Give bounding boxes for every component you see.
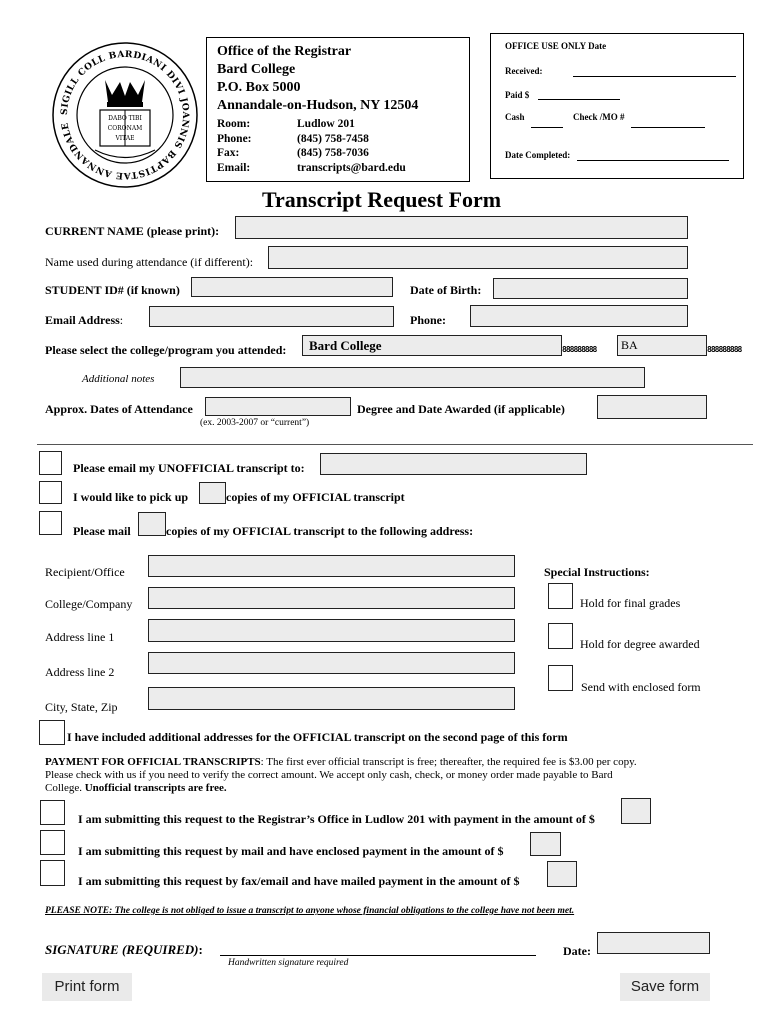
college-select-dots: 888888888 bbox=[562, 345, 597, 354]
fax-value: (845) 758-7036 bbox=[297, 147, 369, 159]
degree-awarded-label: Degree and Date Awarded (if applicable) bbox=[357, 402, 565, 416]
send-enclosed-label: Send with enclosed form bbox=[581, 680, 701, 694]
phone-label-field: Phone: bbox=[410, 313, 446, 327]
signature-colon: : bbox=[198, 942, 203, 957]
dob-label: Date of Birth: bbox=[410, 283, 482, 297]
form-title: Transcript Request Form bbox=[262, 187, 502, 212]
payment-text-1: : The first ever official transcript is free; thereafter, the required fee is $3.00 per copy. bbox=[260, 756, 637, 768]
registrar-pobox: P.O. Box 5000 bbox=[217, 80, 301, 95]
office-cash-label: Cash bbox=[505, 112, 525, 122]
office-paid-label: Paid $ bbox=[505, 90, 530, 100]
registrar-city: Annandale-on-Hudson, NY 12504 bbox=[217, 98, 419, 113]
dates-attendance-input[interactable] bbox=[205, 397, 351, 416]
college-select[interactable]: Bard College bbox=[302, 335, 562, 356]
signature-label-text: SIGNATURE (REQUIRED) bbox=[45, 942, 199, 957]
email-address-input[interactable] bbox=[149, 306, 394, 327]
additional-notes-label: Additional notes bbox=[82, 373, 155, 385]
office-completed-label: Date Completed: bbox=[505, 150, 571, 160]
office-check-label: Check /MO # bbox=[573, 112, 625, 122]
pickup-checkbox[interactable] bbox=[39, 481, 62, 504]
payment-mail-checkbox[interactable] bbox=[40, 830, 65, 855]
registrar-contacts bbox=[217, 117, 467, 175]
phone-input[interactable] bbox=[470, 305, 688, 327]
payment-office-amount[interactable] bbox=[621, 798, 651, 824]
email-value: transcripts@bard.edu bbox=[297, 161, 406, 174]
seal-book-text-1: DABO TIBI bbox=[108, 115, 142, 122]
financial-note: PLEASE NOTE: The college is not obliged to issue a transcript to anyone whose financial obligations to the college have not been met. bbox=[45, 906, 575, 916]
office-paid-line bbox=[538, 99, 620, 100]
send-enclosed-checkbox[interactable] bbox=[548, 665, 573, 691]
payment-office-label: I am submitting this request to the Registrar’s Office in Ludlow 201 with payment in the amount of $ bbox=[78, 812, 595, 826]
signature-label bbox=[45, 942, 203, 958]
payment-fax-amount[interactable] bbox=[547, 861, 577, 887]
mail-label-suffix: copies of my OFFICIAL transcript to the following address: bbox=[166, 524, 474, 538]
payment-heading: PAYMENT FOR OFFICIAL TRANSCRIPTS bbox=[45, 756, 261, 768]
current-name-input[interactable] bbox=[235, 216, 688, 239]
pickup-label-suffix: copies of my OFFICIAL transcript bbox=[226, 490, 405, 504]
degree-select[interactable]: BA bbox=[617, 335, 707, 356]
mail-copies-input[interactable] bbox=[138, 512, 166, 536]
address1-label: Address line 1 bbox=[45, 630, 115, 644]
city-state-zip-label: City, State, Zip bbox=[45, 700, 118, 714]
payment-text-3: College. bbox=[45, 782, 85, 794]
address1-input[interactable] bbox=[148, 619, 515, 642]
payment-office-checkbox[interactable] bbox=[40, 800, 65, 825]
payment-fax-label: I am submitting this request by fax/email and have mailed payment in the amount of $ bbox=[78, 874, 520, 888]
seal-book-text-3: VITAE bbox=[115, 135, 135, 142]
company-input[interactable] bbox=[148, 587, 515, 609]
signature-date-label: Date: bbox=[563, 944, 591, 958]
office-check-line bbox=[631, 127, 705, 128]
hold-degree-checkbox[interactable] bbox=[548, 623, 573, 649]
additional-addresses-label: I have included additional addresses for the OFFICIAL transcript on the second page of this form bbox=[67, 730, 568, 744]
mail-label-prefix: Please mail bbox=[73, 524, 131, 538]
email-unofficial-input[interactable] bbox=[320, 453, 587, 475]
office-cash-line bbox=[531, 127, 563, 128]
signature-date-input[interactable] bbox=[597, 932, 710, 954]
degree-awarded-input[interactable] bbox=[597, 395, 707, 419]
payment-mail-amount[interactable] bbox=[530, 832, 561, 856]
recipient-label: Recipient/Office bbox=[45, 565, 125, 579]
name-attendance-input[interactable] bbox=[268, 246, 688, 269]
fax-label: Fax: bbox=[217, 147, 240, 159]
current-name-label: CURRENT NAME (please print): bbox=[45, 224, 220, 238]
pickup-copies-input[interactable] bbox=[199, 482, 226, 504]
address2-label: Address line 2 bbox=[45, 665, 115, 679]
signature-hint: Handwritten signature required bbox=[228, 958, 349, 968]
payment-fax-checkbox[interactable] bbox=[40, 860, 65, 886]
email-address-label bbox=[45, 313, 123, 328]
additional-addresses-checkbox[interactable] bbox=[39, 720, 65, 745]
degree-select-dots: 888888888 bbox=[707, 345, 742, 354]
print-form-button[interactable]: Print form bbox=[42, 973, 132, 1001]
dates-attendance-hint: (ex. 2003-2007 or “current”) bbox=[200, 418, 310, 428]
payment-mail-label: I am submitting this request by mail and have enclosed payment in the amount of $ bbox=[78, 844, 504, 858]
hold-final-grades-label: Hold for final grades bbox=[580, 596, 681, 610]
payment-info bbox=[45, 756, 745, 795]
signature-line[interactable] bbox=[220, 955, 536, 956]
hold-degree-label: Hold for degree awarded bbox=[580, 637, 700, 651]
registrar-college: Bard College bbox=[217, 62, 296, 77]
registrar-title: Office of the Registrar bbox=[217, 44, 352, 59]
section-divider bbox=[37, 444, 753, 445]
room-label: Room: bbox=[217, 118, 251, 130]
email-address-colon: : bbox=[119, 313, 124, 327]
office-use-title: OFFICE USE ONLY Date bbox=[505, 41, 607, 51]
payment-text-2: Please check with us if you need to verify the correct amount. We accept only cash, check, or money order made payable to Bard bbox=[45, 769, 613, 781]
dates-attendance-label: Approx. Dates of Attendance bbox=[45, 402, 193, 416]
office-use-box bbox=[490, 33, 744, 179]
student-id-label: STUDENT ID# (if known) bbox=[45, 283, 180, 297]
company-label: College/Company bbox=[45, 597, 133, 611]
save-form-button[interactable]: Save form bbox=[620, 973, 710, 1001]
seal-book-text-2: CORONAM bbox=[107, 125, 143, 132]
office-completed-line bbox=[577, 160, 729, 161]
mail-checkbox[interactable] bbox=[39, 511, 62, 535]
address2-input[interactable] bbox=[148, 652, 515, 674]
bard-college-seal bbox=[50, 40, 200, 190]
email-address-text: Email Address bbox=[45, 313, 120, 327]
hold-final-grades-checkbox[interactable] bbox=[548, 583, 573, 609]
pickup-label-prefix: I would like to pick up bbox=[73, 490, 189, 504]
office-received-label: Received: bbox=[505, 66, 543, 76]
registrar-heading bbox=[217, 43, 418, 115]
payment-unofficial-free: Unofficial transcripts are free. bbox=[84, 782, 227, 794]
seal-ring-text: SIGILL COLL BARDIANI DIVI JOANNIS BAPTISTAE ANNANDALE bbox=[59, 49, 191, 181]
phone-label: Phone: bbox=[217, 132, 252, 145]
office-received-line bbox=[573, 76, 736, 77]
phone-value: (845) 758-7458 bbox=[297, 132, 369, 145]
student-id-input[interactable] bbox=[191, 277, 393, 297]
additional-notes-input[interactable] bbox=[180, 367, 645, 388]
special-instructions-title: Special Instructions: bbox=[544, 565, 650, 579]
dob-input[interactable] bbox=[493, 278, 688, 299]
recipient-input[interactable] bbox=[148, 555, 515, 577]
email-unofficial-label: Please email my UNOFFICIAL transcript to: bbox=[73, 461, 305, 475]
registrar-info-box bbox=[206, 37, 470, 182]
email-label: Email: bbox=[217, 161, 251, 174]
city-state-zip-input[interactable] bbox=[148, 687, 515, 710]
college-select-label: Please select the college/program you attended: bbox=[45, 343, 287, 357]
name-attendance-label: Name used during attendance (if different): bbox=[45, 255, 254, 269]
email-unofficial-checkbox[interactable] bbox=[39, 451, 62, 475]
room-value: Ludlow 201 bbox=[297, 118, 355, 130]
